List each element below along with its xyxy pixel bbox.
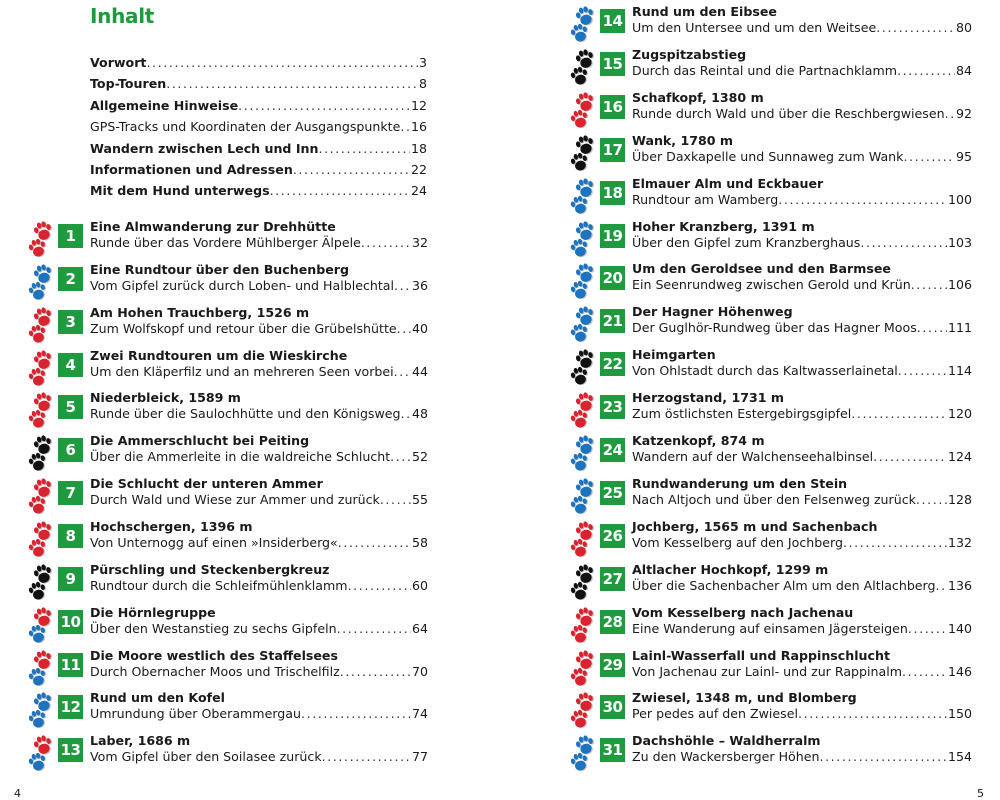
tour-number-badge: 29 — [600, 653, 625, 677]
front-matter-page: 24 — [410, 183, 427, 199]
paw-print-icon — [570, 605, 598, 647]
tour-number-badge: 11 — [58, 653, 83, 677]
tour-page-number: 58 — [411, 534, 428, 550]
tour-subtitle: Umrundung über Oberammergau — [90, 706, 301, 722]
dot-leader — [916, 491, 947, 508]
tour-entry — [28, 519, 428, 561]
dot-leader — [917, 319, 947, 336]
tour-entry — [570, 47, 972, 89]
front-matter-page: 22 — [410, 161, 427, 177]
tour-number-badge: 20 — [600, 266, 625, 290]
tour-title: Pürschling und Steckenbergkreuz — [90, 561, 330, 577]
tour-subtitle: Über die Sachenbacher Alm um den Altlachberg — [632, 577, 936, 593]
dot-leader — [338, 534, 411, 551]
front-matter-item — [90, 159, 427, 180]
tour-subtitle: Durch Wald und Wiese zur Ammer und zurück — [90, 492, 380, 508]
paw-print-icon — [570, 47, 598, 89]
tour-subtitle-line — [90, 277, 428, 294]
dot-leader — [401, 405, 411, 422]
paw-print-icon — [28, 476, 56, 518]
tour-subtitle: Zum Wolfskopf und retour über die Grübelshütte — [90, 320, 397, 336]
paw-print-icon — [28, 219, 56, 261]
tour-subtitle: Eine Wanderung auf einsamen Jägersteigen — [632, 620, 908, 636]
paw-print-icon — [570, 90, 598, 132]
tour-title: Lainl-Wasserfall und Rappinschlucht — [632, 647, 890, 663]
tour-title: Die Schlucht der unteren Ammer — [90, 476, 323, 492]
tour-subtitle-line — [632, 405, 972, 422]
tour-subtitle: Vom Kesselberg auf den Jochberg — [632, 534, 843, 550]
tour-page-number: 106 — [947, 277, 972, 293]
tour-entry — [28, 219, 428, 261]
tour-number-badge: 15 — [600, 52, 625, 76]
tour-subtitle-line — [632, 148, 972, 165]
tour-number-badge: 19 — [600, 224, 625, 248]
tour-title: Hochschergen, 1396 m — [90, 518, 253, 534]
tour-subtitle-line — [632, 748, 972, 765]
front-matter-page: 8 — [418, 76, 427, 92]
dot-leader — [394, 363, 411, 380]
tour-number-badge: 2 — [58, 267, 83, 291]
paw-print-icon — [570, 519, 598, 561]
paw-print-icon — [570, 4, 598, 46]
tour-number-badge: 16 — [600, 95, 625, 119]
paw-print-icon — [28, 733, 56, 775]
paw-print-icon — [570, 733, 598, 775]
tour-subtitle-line — [632, 234, 972, 251]
tour-subtitle: Von Unternogg auf einen »Insiderberg« — [90, 534, 338, 550]
front-matter-item — [90, 138, 427, 159]
tour-entry — [570, 4, 972, 46]
front-matter-label: Top-Touren — [90, 76, 167, 92]
dot-leader — [851, 405, 947, 422]
tour-number-badge: 9 — [58, 567, 83, 591]
tour-title: Die Hörnlegruppe — [90, 604, 216, 620]
tour-entry — [570, 605, 972, 647]
tour-title: Hoher Kranzberg, 1391 m — [632, 218, 815, 234]
front-matter-label: GPS-Tracks und Koordinaten der Ausgangspunkte — [90, 119, 401, 135]
tour-page-number: 32 — [411, 235, 428, 250]
front-matter-page: 3 — [418, 55, 427, 70]
front-matter-item — [90, 73, 427, 94]
tour-title: Vom Kesselberg nach Jachenau — [632, 604, 854, 620]
dot-leader — [898, 362, 947, 379]
dot-leader — [897, 62, 955, 79]
tour-subtitle-line — [632, 19, 972, 36]
tour-subtitle-line — [632, 534, 972, 551]
paw-print-icon — [570, 347, 598, 389]
tour-title: Die Ammerschlucht bei Peiting — [90, 433, 310, 449]
front-matter-page: 12 — [410, 97, 427, 113]
tour-number-badge: 17 — [600, 138, 625, 162]
tour-subtitle-line — [632, 577, 972, 594]
paw-print-icon — [570, 261, 598, 303]
paw-print-icon — [28, 648, 56, 690]
dot-leader — [337, 620, 411, 637]
tour-title: Rund um den Eibsee — [632, 4, 777, 19]
paw-print-icon — [570, 476, 598, 518]
tour-entry — [570, 261, 972, 303]
tour-subtitle: Per pedes auf den Zwiesel — [632, 706, 798, 722]
tour-page-number: 100 — [947, 191, 972, 207]
tour-number-badge: 25 — [600, 481, 625, 505]
tour-subtitle-line — [90, 663, 428, 680]
tour-title: Katzenkopf, 874 m — [632, 433, 765, 448]
dot-leader — [166, 73, 418, 94]
tour-subtitle: Wandern auf der Walchenseehalbinsel — [632, 449, 874, 464]
front-matter-label: Mit dem Hund unterwegs — [90, 183, 270, 199]
paw-print-icon — [570, 690, 598, 732]
tour-title: Der Hagner Höhenweg — [632, 304, 793, 320]
tour-subtitle-line — [90, 705, 428, 722]
tour-title: Altlacher Hochkopf, 1299 m — [632, 561, 829, 577]
tour-entry — [28, 476, 428, 518]
tour-entry — [570, 648, 972, 690]
tour-title: Rund um den Kofel — [90, 690, 225, 706]
tour-subtitle: Runde durch Wald und über die Reschbergwiesen — [632, 105, 945, 121]
dot-leader — [390, 448, 411, 465]
tour-page-number: 44 — [411, 363, 428, 379]
tour-entry — [570, 519, 972, 561]
tour-subtitle-line — [90, 620, 428, 637]
tour-title: Jochberg, 1565 m und Sachenbach — [632, 518, 878, 534]
dot-leader — [301, 705, 411, 722]
tour-number-badge: 6 — [58, 438, 83, 462]
tour-subtitle-line — [90, 320, 428, 337]
tour-number-badge: 3 — [58, 310, 83, 334]
paw-print-icon — [28, 433, 56, 475]
front-matter-page: 16 — [410, 119, 427, 135]
dot-leader — [322, 748, 411, 765]
tour-title: Zwiesel, 1348 m, und Blomberg — [632, 690, 857, 706]
paw-print-icon — [570, 133, 598, 175]
tour-entry — [28, 305, 428, 347]
front-matter-item — [90, 116, 427, 137]
tour-entry — [570, 176, 972, 218]
tour-subtitle-line — [632, 705, 972, 722]
dot-leader — [238, 95, 410, 116]
tour-subtitle: Um den Untersee und um den Weitsee — [632, 20, 877, 35]
page-title: Inhalt — [90, 4, 155, 28]
tour-title: Rundwanderung um den Stein — [632, 475, 848, 491]
tour-subtitle: Durch das Reintal und die Partnachklamm — [632, 62, 898, 78]
tour-subtitle-line — [632, 276, 972, 293]
dot-leader — [318, 138, 410, 159]
tour-subtitle-line — [632, 191, 972, 208]
tour-subtitle-line — [632, 62, 972, 79]
tour-subtitle: Runde über das Vordere Mühlberger Älpele — [90, 235, 361, 250]
tour-title: Eine Almwanderung zur Drehhütte — [90, 219, 336, 234]
tour-subtitle-line — [90, 363, 428, 380]
tour-page-number: 40 — [411, 320, 428, 336]
tour-title: Schafkopf, 1380 m — [632, 89, 764, 105]
tour-title: Die Moore westlich des Staffelsees — [90, 647, 338, 663]
tour-number-badge: 10 — [58, 610, 83, 634]
front-matter-label: Allgemeine Hinweise — [90, 97, 239, 113]
tour-page-number: 84 — [955, 62, 972, 78]
paw-print-icon — [570, 304, 598, 346]
dot-leader — [348, 577, 411, 594]
tour-subtitle: Vom Gipfel über den Soilasee zurück — [90, 749, 322, 765]
tour-entry — [570, 219, 972, 261]
paw-print-icon — [28, 305, 56, 347]
tour-number-badge: 8 — [58, 524, 83, 548]
tour-entry — [28, 648, 428, 690]
tour-title: Zwei Rundtouren um die Wieskirche — [90, 347, 348, 363]
paw-print-icon — [28, 262, 56, 304]
tour-page-number: 48 — [411, 406, 428, 422]
tour-subtitle: Über die Ammerleite in die waldreiche Schlucht — [90, 449, 391, 465]
tour-number-badge: 31 — [600, 738, 625, 762]
tour-subtitle: Von Ohlstadt durch das Kaltwasserlainetal — [632, 363, 898, 379]
tour-page-number: 146 — [947, 663, 972, 679]
tour-entry — [28, 690, 428, 732]
paw-print-icon — [570, 562, 598, 604]
tour-subtitle-line — [632, 105, 972, 122]
dot-leader — [903, 148, 955, 165]
tour-entry — [28, 562, 428, 604]
tour-number-badge: 28 — [600, 610, 625, 634]
tour-subtitle: Ein Seenrundweg zwischen Gerold und Krün — [632, 277, 911, 293]
dot-leader — [270, 180, 410, 201]
tour-subtitle-line — [90, 534, 428, 551]
tour-page-number: 111 — [947, 320, 972, 336]
tour-subtitle-line — [632, 491, 972, 508]
tour-number-badge: 18 — [600, 181, 625, 205]
tour-subtitle: Runde über die Saulochhütte und den Königsweg — [90, 406, 401, 422]
tour-subtitle: Rundtour am Wamberg — [632, 191, 779, 207]
tour-entry — [570, 476, 972, 518]
tour-entry — [570, 133, 972, 175]
tour-page-number: 52 — [411, 449, 428, 465]
dot-leader — [798, 705, 947, 722]
front-matter-label: Vorwort — [90, 55, 147, 70]
tour-number-badge: 13 — [58, 738, 83, 762]
tour-entry — [28, 390, 428, 432]
tour-number-badge: 24 — [600, 438, 625, 462]
tour-page-number: 74 — [411, 706, 428, 722]
tour-page-number: 64 — [411, 620, 428, 636]
paw-print-icon — [28, 519, 56, 561]
tour-subtitle-line — [632, 448, 972, 465]
tour-number-badge: 4 — [58, 353, 83, 377]
tour-subtitle: Vom Gipfel zurück durch Loben- und Halblechtal — [90, 277, 395, 293]
tour-entry — [28, 605, 428, 647]
dot-leader — [902, 663, 947, 680]
front-matter-item — [90, 95, 427, 116]
dot-leader — [361, 234, 411, 251]
tour-page-number: 77 — [411, 749, 428, 765]
page-number-left: 4 — [14, 787, 21, 800]
tour-title: Eine Rundtour über den Buchenberg — [90, 261, 349, 277]
paw-print-icon — [28, 348, 56, 390]
tour-subtitle-line — [90, 577, 428, 594]
tour-page-number: 36 — [411, 277, 428, 293]
tour-subtitle: Nach Altjoch und über den Felsenweg zurück — [632, 491, 916, 507]
tour-subtitle-line — [90, 234, 428, 251]
tour-page-number: 80 — [955, 20, 972, 35]
dot-leader — [860, 234, 947, 251]
tour-page-number: 128 — [947, 491, 972, 507]
tour-page-number: 150 — [947, 706, 972, 722]
dot-leader — [843, 534, 947, 551]
paw-print-icon — [28, 690, 56, 732]
front-matter-label: Informationen und Adressen — [90, 161, 293, 177]
front-matter-label: Wandern zwischen Lech und Inn — [90, 140, 319, 156]
page-number-right: 5 — [977, 787, 984, 800]
tour-page-number: 103 — [947, 234, 972, 250]
tour-entry — [570, 347, 972, 389]
tour-page-number: 114 — [947, 363, 972, 379]
dot-leader — [876, 19, 955, 36]
tour-subtitle: Über den Westanstieg zu sechs Gipfeln — [90, 620, 337, 636]
paw-print-icon — [28, 562, 56, 604]
tour-number-badge: 22 — [600, 352, 625, 376]
tour-entry — [570, 690, 972, 732]
tour-entry — [570, 304, 972, 346]
paw-print-icon — [570, 176, 598, 218]
tour-subtitle: Zum östlichsten Estergebirgsgipfel — [632, 406, 852, 422]
tour-title: Niederbleick, 1589 m — [90, 390, 241, 406]
tour-subtitle-line — [632, 663, 972, 680]
tour-entry — [570, 562, 972, 604]
tour-subtitle: Über Daxkapelle und Sunnaweg zum Wank — [632, 148, 904, 164]
tour-number-badge: 26 — [600, 524, 625, 548]
paw-print-icon — [570, 433, 598, 475]
tour-page-number: 55 — [411, 492, 428, 508]
paw-print-icon — [570, 390, 598, 432]
right-page — [500, 0, 1000, 800]
dot-leader — [146, 52, 418, 73]
tour-subtitle-line — [90, 405, 428, 422]
dot-leader — [819, 748, 946, 765]
tour-number-badge: 21 — [600, 309, 625, 333]
dot-leader — [380, 491, 411, 508]
tour-page-number: 92 — [955, 105, 972, 121]
dot-leader — [911, 276, 947, 293]
front-matter-item — [90, 180, 427, 201]
tour-subtitle: Durch Obernacher Moos und Trischelfilz — [90, 663, 340, 679]
tour-title: Zugspitzabstieg — [632, 46, 747, 62]
tour-entry — [570, 90, 972, 132]
dot-leader — [400, 116, 410, 137]
tour-title: Heimgarten — [632, 347, 716, 363]
dot-leader — [293, 159, 410, 180]
dot-leader — [945, 105, 955, 122]
tour-entry — [28, 348, 428, 390]
tour-subtitle: Von Jachenau zur Lainl- und zur Rappinalm — [632, 663, 903, 679]
tour-number-badge: 14 — [600, 9, 625, 33]
tour-title: Herzogstand, 1731 m — [632, 390, 785, 406]
dot-leader — [394, 277, 411, 294]
tour-entry — [570, 433, 972, 475]
tour-page-number: 124 — [947, 449, 972, 464]
tour-subtitle-line — [632, 319, 972, 336]
tour-subtitle-line — [90, 491, 428, 508]
tour-entry — [28, 733, 428, 775]
dot-leader — [778, 191, 947, 208]
paw-print-icon — [28, 390, 56, 432]
dot-leader — [936, 577, 947, 594]
front-matter-list — [90, 52, 427, 202]
tour-page-number: 70 — [411, 663, 428, 679]
tour-number-badge: 27 — [600, 567, 625, 591]
tour-title: Um den Geroldsee und den Barmsee — [632, 261, 891, 277]
tour-page-number: 136 — [947, 577, 972, 593]
paw-print-icon — [28, 605, 56, 647]
front-matter-item — [90, 52, 427, 73]
tour-subtitle: Der Guglhör-Rundweg über das Hagner Moos — [632, 320, 917, 336]
tour-number-badge: 12 — [58, 695, 83, 719]
tour-title: Laber, 1686 m — [90, 733, 191, 749]
tour-title: Am Hohen Trauchberg, 1526 m — [90, 304, 310, 320]
tour-title: Wank, 1780 m — [632, 132, 734, 148]
tour-entry — [570, 390, 972, 432]
dot-leader — [908, 620, 947, 637]
tour-number-badge: 1 — [58, 224, 83, 248]
tour-subtitle: Rundtour durch die Schleifmühlenklamm — [90, 577, 348, 593]
tour-subtitle: Um den Kläperfilz und an mehreren Seen vorbei — [90, 363, 394, 379]
tour-page-number: 154 — [947, 749, 972, 765]
tour-number-badge: 5 — [58, 395, 83, 419]
dot-leader — [873, 448, 947, 465]
tour-subtitle: Über den Gipfel zum Kranzberghaus — [632, 234, 861, 250]
tour-subtitle-line — [90, 748, 428, 765]
tour-subtitle-line — [90, 448, 428, 465]
tour-entry — [28, 433, 428, 475]
tour-subtitle: Zu den Wackersberger Höhen — [632, 749, 820, 765]
tour-page-number: 95 — [955, 148, 972, 164]
dot-leader — [340, 663, 411, 680]
tour-subtitle-line — [632, 362, 972, 379]
front-matter-page: 18 — [410, 140, 427, 156]
tour-number-badge: 7 — [58, 481, 83, 505]
tour-page-number: 60 — [411, 577, 428, 593]
tour-entry — [28, 262, 428, 304]
tour-page-number: 140 — [947, 620, 972, 636]
tour-title: Dachshöhle – Waldherralm — [632, 733, 821, 749]
tour-number-badge: 30 — [600, 695, 625, 719]
tour-entry — [570, 733, 972, 775]
paw-print-icon — [570, 648, 598, 690]
tour-number-badge: 23 — [600, 395, 625, 419]
dot-leader — [397, 320, 411, 337]
tour-page-number: 120 — [947, 406, 972, 422]
tour-subtitle-line — [632, 620, 972, 637]
paw-print-icon — [570, 219, 598, 261]
tour-page-number: 132 — [947, 534, 972, 550]
tour-title: Elmauer Alm und Eckbauer — [632, 175, 824, 191]
